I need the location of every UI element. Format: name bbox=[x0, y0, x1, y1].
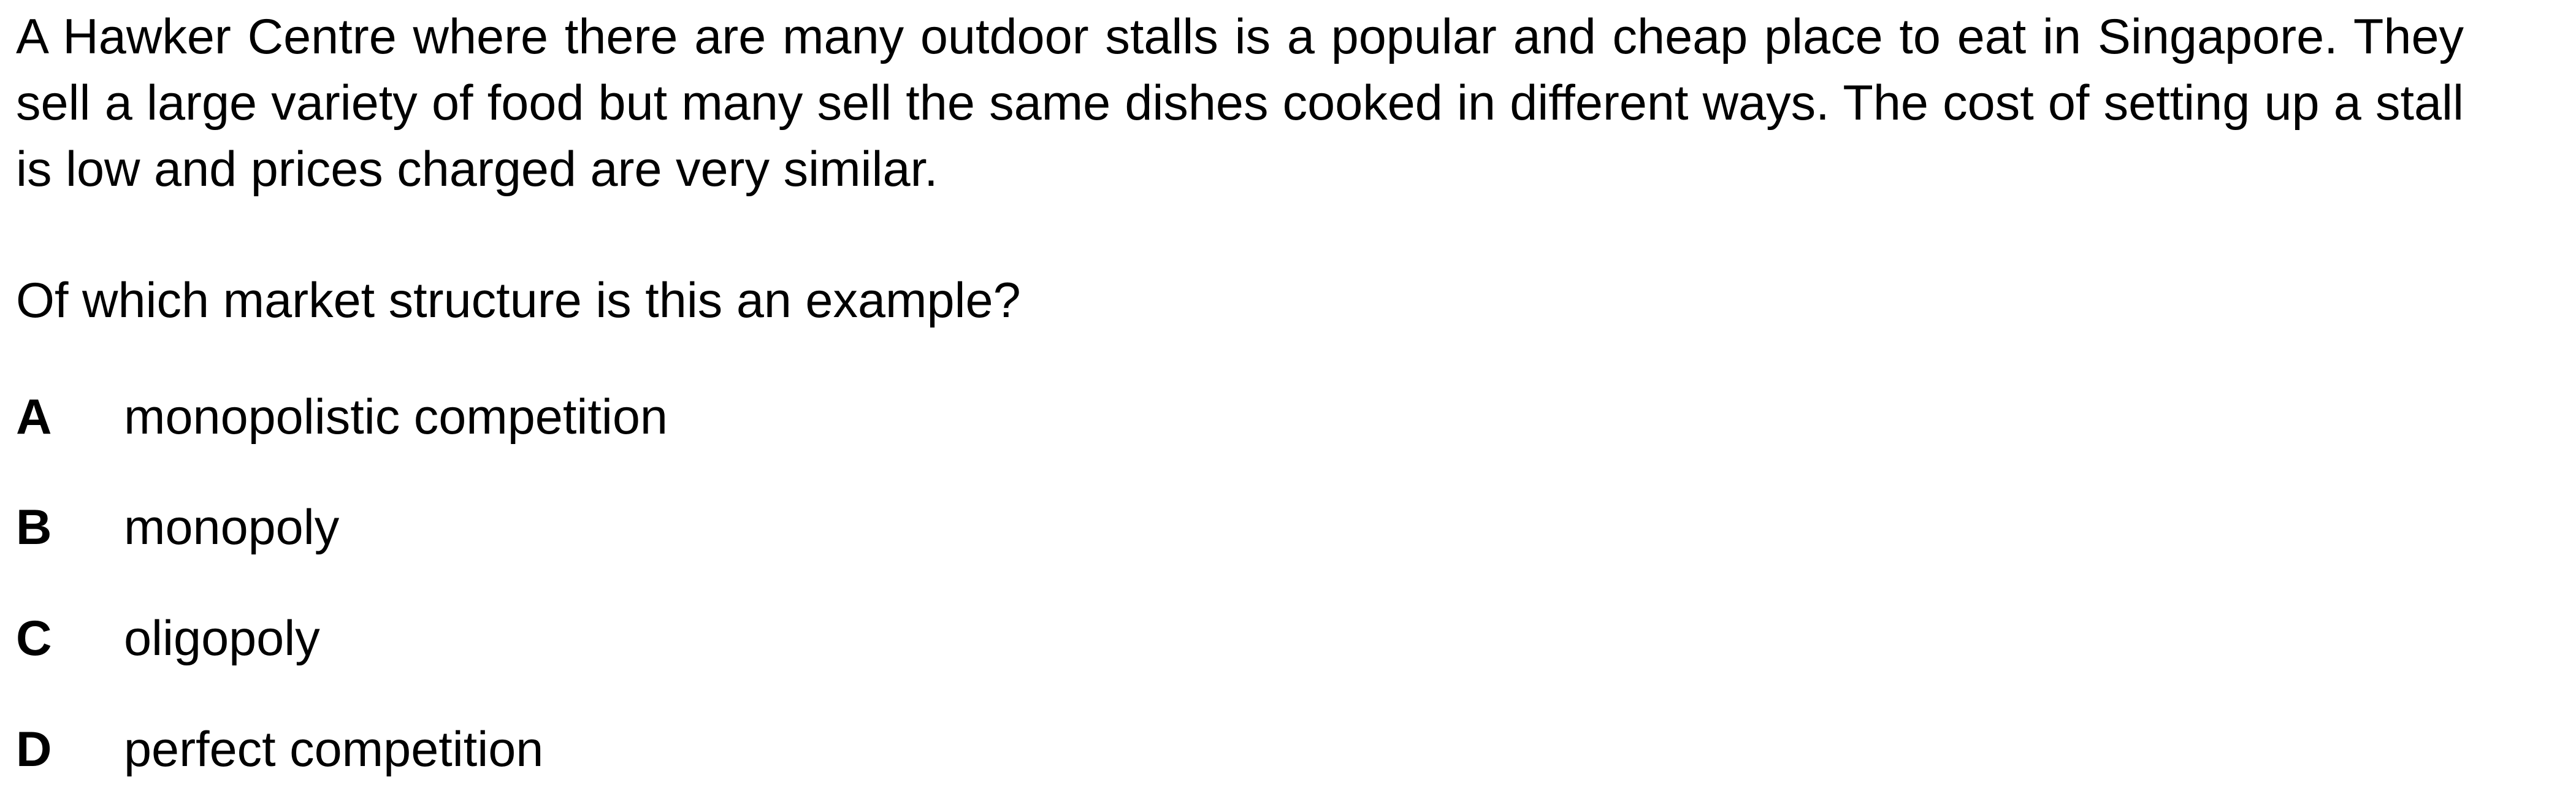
option-text: oligopoly bbox=[124, 611, 320, 666]
option-text: monopoly bbox=[124, 500, 340, 555]
option-a bbox=[16, 384, 668, 450]
option-c bbox=[16, 605, 320, 672]
option-letter: A bbox=[16, 389, 52, 445]
option-b bbox=[16, 494, 339, 561]
option-text: monopolistic competition bbox=[124, 389, 668, 445]
option-text: perfect competition bbox=[124, 722, 544, 777]
question-stem: A Hawker Centre where there are many outdoor stalls is a popular and cheap place to eat in Singapore. They sell a large variety of food but many sell the same dishes cooked in different ways. The cost of setting up a stall is low and prices charged are very similar. bbox=[16, 9, 2464, 197]
option-d bbox=[16, 716, 543, 783]
option-letter: B bbox=[16, 500, 52, 555]
option-letter: D bbox=[16, 722, 52, 777]
option-letter: C bbox=[16, 611, 52, 666]
question-prompt: Of which market structure is this an example? bbox=[16, 273, 1021, 328]
